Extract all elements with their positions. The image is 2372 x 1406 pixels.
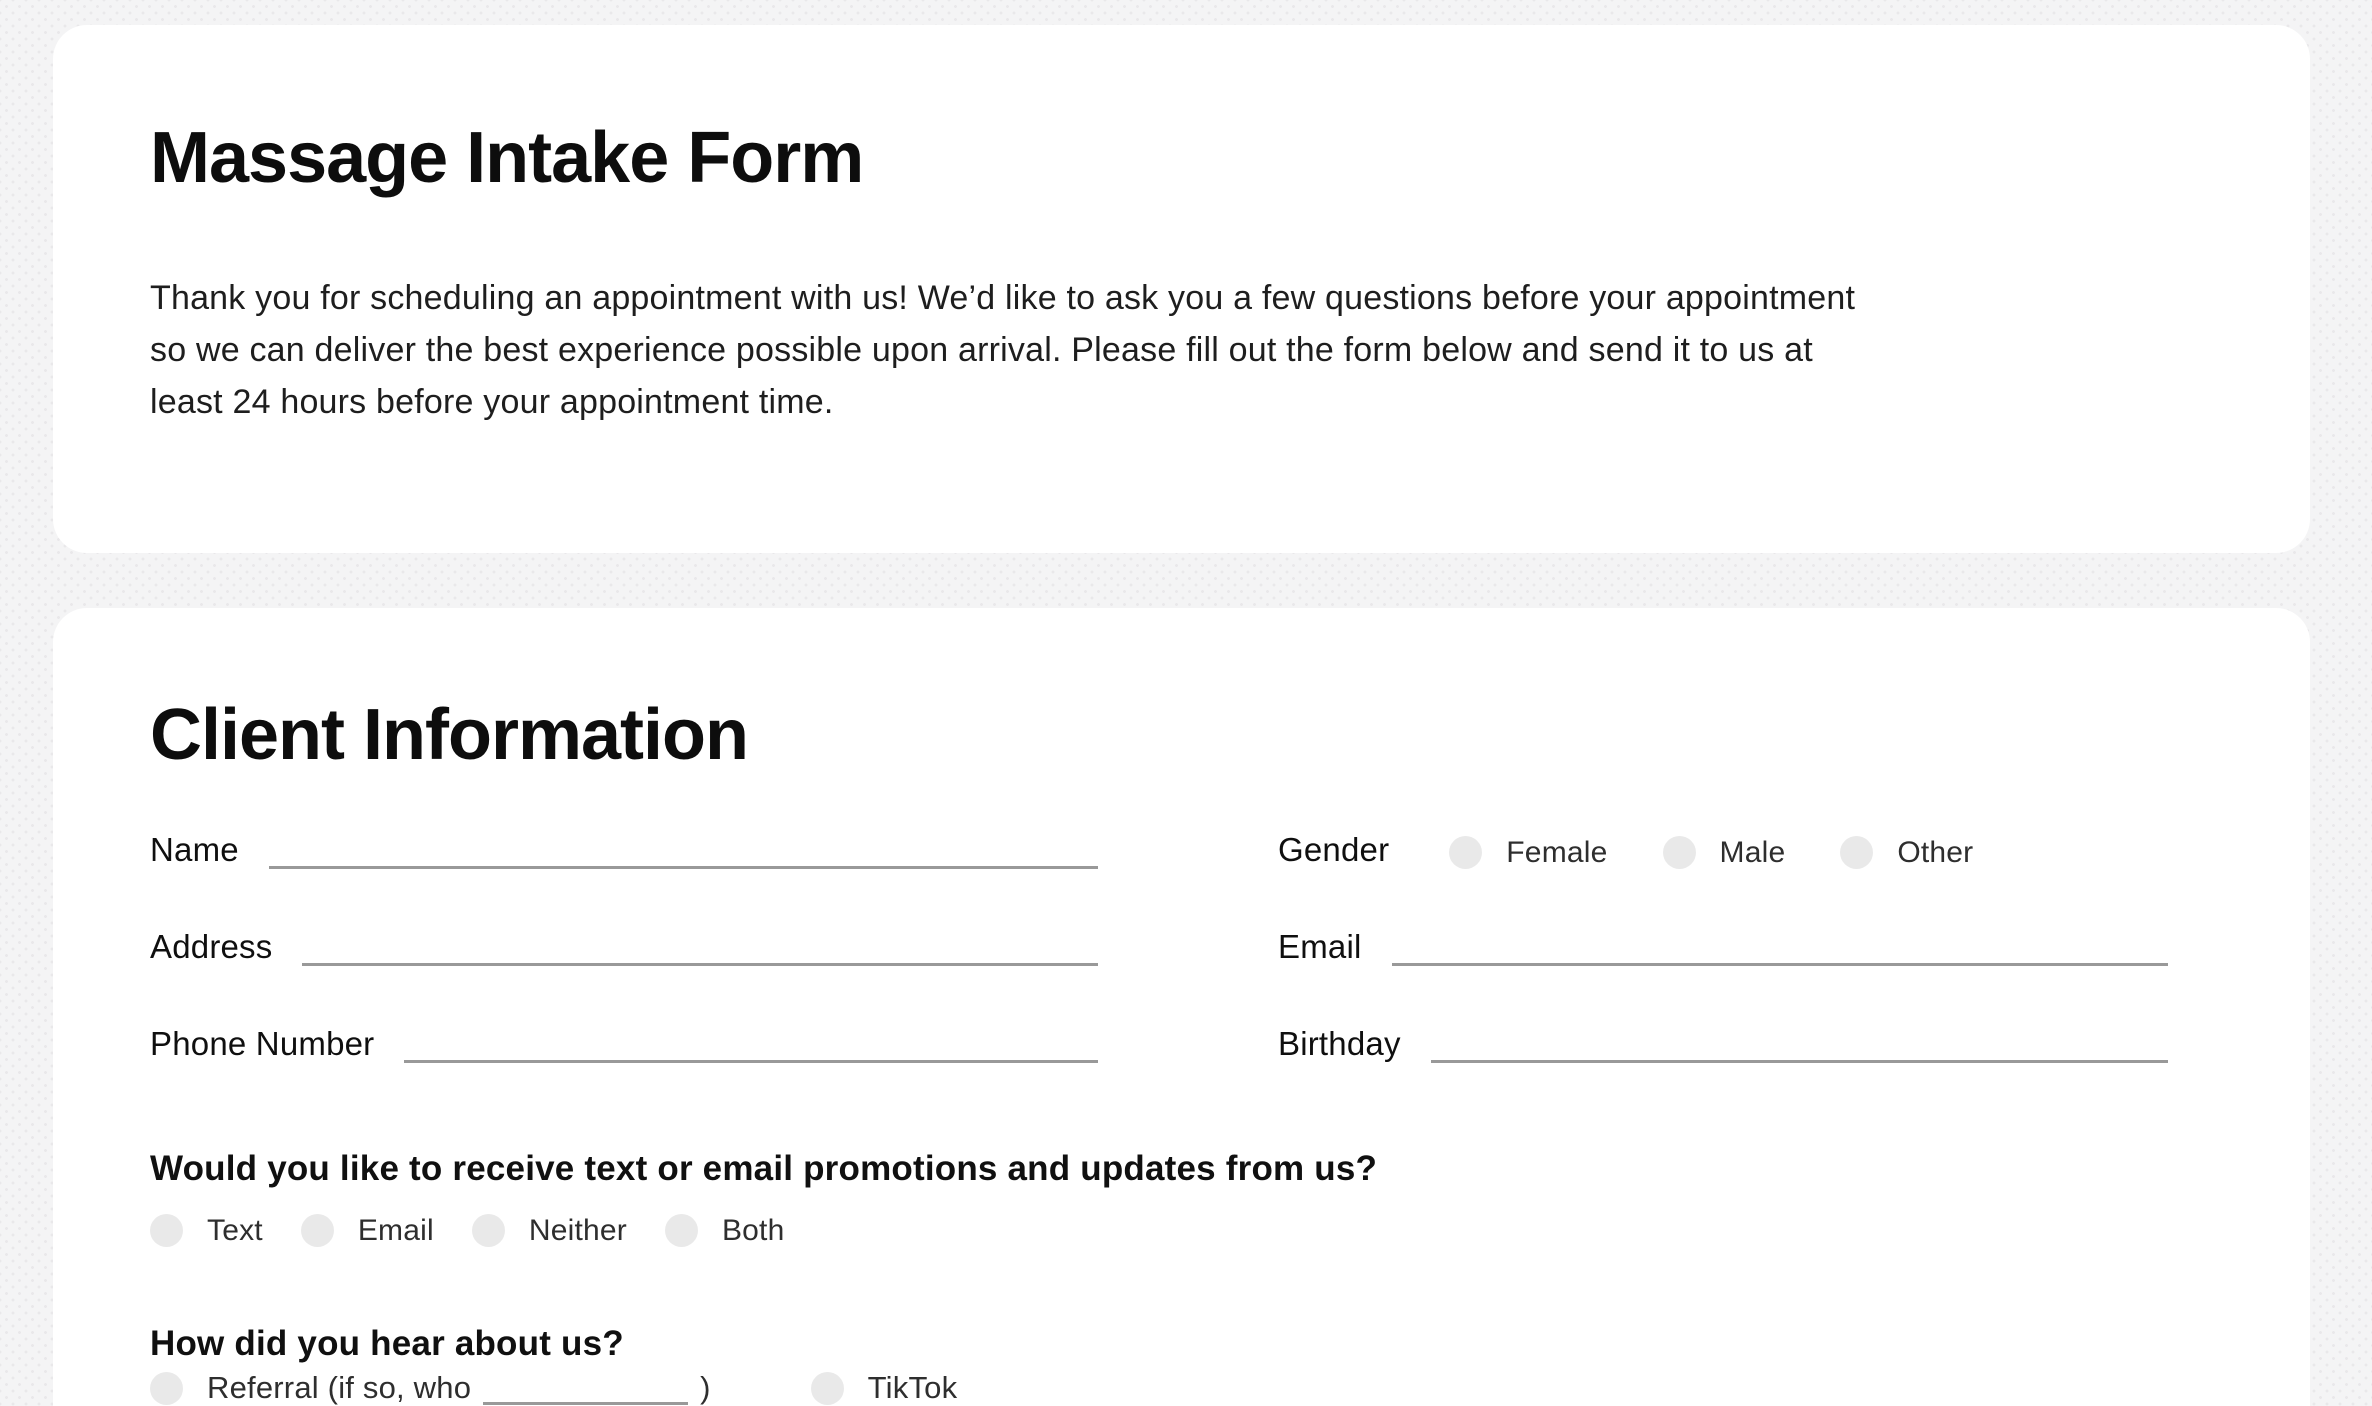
phone-label: Phone Number [150, 1024, 375, 1062]
text-radio-icon[interactable] [150, 1214, 183, 1247]
client-info-form [150, 807, 2213, 1063]
referral-radio-icon[interactable] [150, 1372, 183, 1405]
referral-options [150, 1371, 2213, 1405]
email-input[interactable] [1392, 962, 2168, 966]
gender-option-other[interactable] [1840, 836, 1973, 869]
form-description [150, 272, 2213, 428]
address-input[interactable] [302, 962, 1098, 966]
phone-field [150, 1001, 1098, 1063]
birthday-input[interactable] [1431, 1059, 2168, 1063]
address-label: Address [150, 927, 273, 965]
gender-label: Gender [1278, 830, 1390, 868]
promotions-option-both-label: Both [721, 1213, 785, 1247]
referral-option-referral-label-prefix: Referral (if so, who [207, 1369, 472, 1405]
promotions-option-email-label: Email [357, 1213, 434, 1247]
promotions-question: Would you like to receive text or email promotions and updates from us? [150, 1148, 1378, 1188]
promotions-option-neither-label: Neither [528, 1213, 627, 1247]
gender-option-female[interactable] [1449, 836, 1607, 869]
referral-option-referral[interactable] [150, 1371, 711, 1405]
both-radio-icon[interactable] [665, 1214, 698, 1247]
referral-question: How did you hear about us? [150, 1323, 624, 1363]
email-field [1278, 904, 2168, 966]
birthday-label: Birthday [1278, 1024, 1401, 1062]
birthday-field [1278, 1001, 2168, 1063]
email-radio-icon[interactable] [301, 1214, 334, 1247]
other-radio-icon[interactable] [1840, 836, 1873, 869]
promotions-option-neither[interactable] [472, 1214, 627, 1247]
intro-card [53, 25, 2310, 553]
phone-input[interactable] [404, 1059, 1098, 1063]
gender-option-male-label: Male [1719, 835, 1786, 869]
email-label: Email [1278, 927, 1362, 965]
gender-option-other-label: Other [1897, 835, 1974, 869]
form-description-line-2: so we can deliver the best experience possible upon arrival. Please fill out the form below and send it to us at [150, 330, 1813, 369]
name-input[interactable] [269, 865, 1098, 869]
name-label: Name [150, 830, 239, 868]
referral-option-tiktok[interactable] [811, 1371, 958, 1405]
referral-who-input[interactable] [483, 1401, 688, 1405]
neither-radio-icon[interactable] [472, 1214, 505, 1247]
client-info-title: Client Information [150, 695, 748, 775]
name-field [150, 807, 1098, 869]
promotions-option-text[interactable] [150, 1214, 263, 1247]
female-radio-icon[interactable] [1449, 836, 1482, 869]
promotions-options [150, 1214, 2213, 1247]
address-field [150, 904, 1098, 966]
referral-option-tiktok-label: TikTok [867, 1369, 958, 1405]
form-title: Massage Intake Form [150, 118, 864, 198]
referral-option-referral-label-suffix: ) [700, 1369, 711, 1405]
promotions-option-both[interactable] [665, 1214, 785, 1247]
gender-field [1278, 807, 2168, 869]
gender-option-female-label: Female [1506, 835, 1608, 869]
promotions-option-text-label: Text [207, 1213, 263, 1247]
client-info-card [53, 608, 2310, 1406]
male-radio-icon[interactable] [1663, 836, 1696, 869]
promotions-option-email[interactable] [301, 1214, 434, 1247]
tiktok-radio-icon[interactable] [811, 1372, 844, 1405]
form-description-line-3: least 24 hours before your appointment time. [150, 382, 834, 421]
gender-option-male[interactable] [1663, 836, 1786, 869]
form-description-line-1: Thank you for scheduling an appointment with us! We’d like to ask you a few questions before your appointment [150, 278, 1856, 317]
